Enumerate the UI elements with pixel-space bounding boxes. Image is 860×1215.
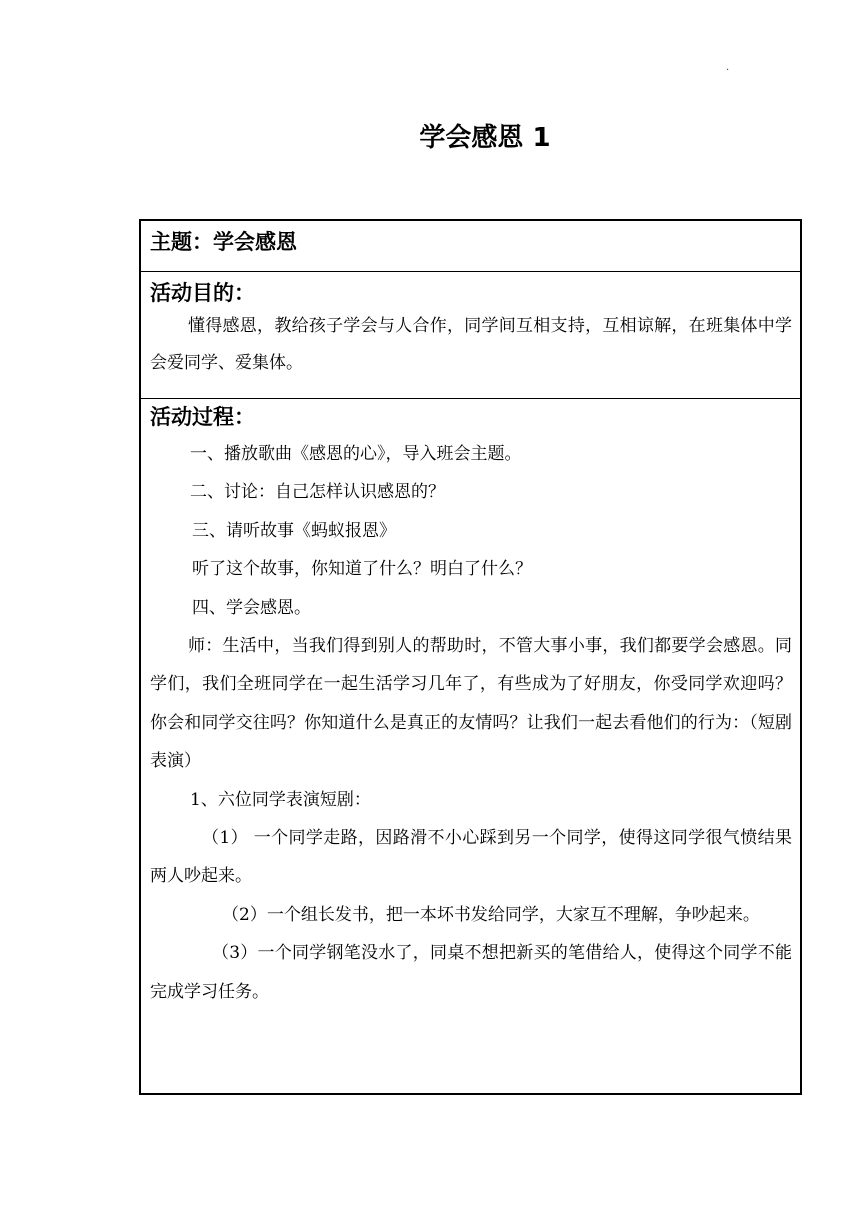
lesson-plan-table (139, 219, 802, 1095)
process-section (141, 399, 800, 1011)
corner-mark: · (726, 65, 730, 76)
skit-intro: 1、六位同学表演短剧： (190, 789, 371, 810)
goal-text: 懂得感恩，教给孩子学会与人合作，同学间互相支持，互相谅解，在班集体中学会爱同学、爱集体。 (150, 316, 792, 373)
process-step-3: 三、请听故事《蚂蚁报恩》 (192, 520, 396, 541)
skit-2: （2）一个组长发书，把一本坏书发给同学，大家互不理解，争吵起来。 (222, 904, 760, 925)
theme-label: 主题：学会感恩 (150, 230, 297, 254)
skit-1: （1） 一个同学走路，因路滑不小心踩到另一个同学，使得这同学很气愤结果两人吵起来。 (150, 828, 792, 887)
goal-section (141, 272, 800, 399)
process-step-3-question: 听了这个故事，你知道了什么？明白了什么？ (192, 559, 532, 580)
teacher-talk: 师：生活中，当我们得到别人的帮助时，不管大事小事，我们都要学会感恩。同学们，我们全班同学在一起生活学习几年了，有些成为了好朋友，你受同学欢迎吗？你会和同学交往吗？你知道什么是真正的友情吗？让我们一起去看他们的行为：（短剧表演） (150, 636, 792, 772)
page-title: 学会感恩 1 (419, 123, 551, 153)
process-step-4: 四、学会感恩。 (192, 597, 311, 618)
process-step-1: 一、播放歌曲《感恩的心》，导入班会主题。 (190, 444, 522, 464)
process-steps (150, 435, 792, 1011)
process-heading: 活动过程： (150, 405, 255, 429)
process-step-2: 二、讨论：自己怎样认识感恩的？ (190, 482, 445, 503)
skit-3: （3）一个同学钢笔没水了，同桌不想把新买的笔借给人，使得这个同学不能完成学习任务。 (150, 943, 792, 1002)
goal-heading: 活动目的： (150, 281, 255, 305)
theme-row (141, 221, 800, 272)
